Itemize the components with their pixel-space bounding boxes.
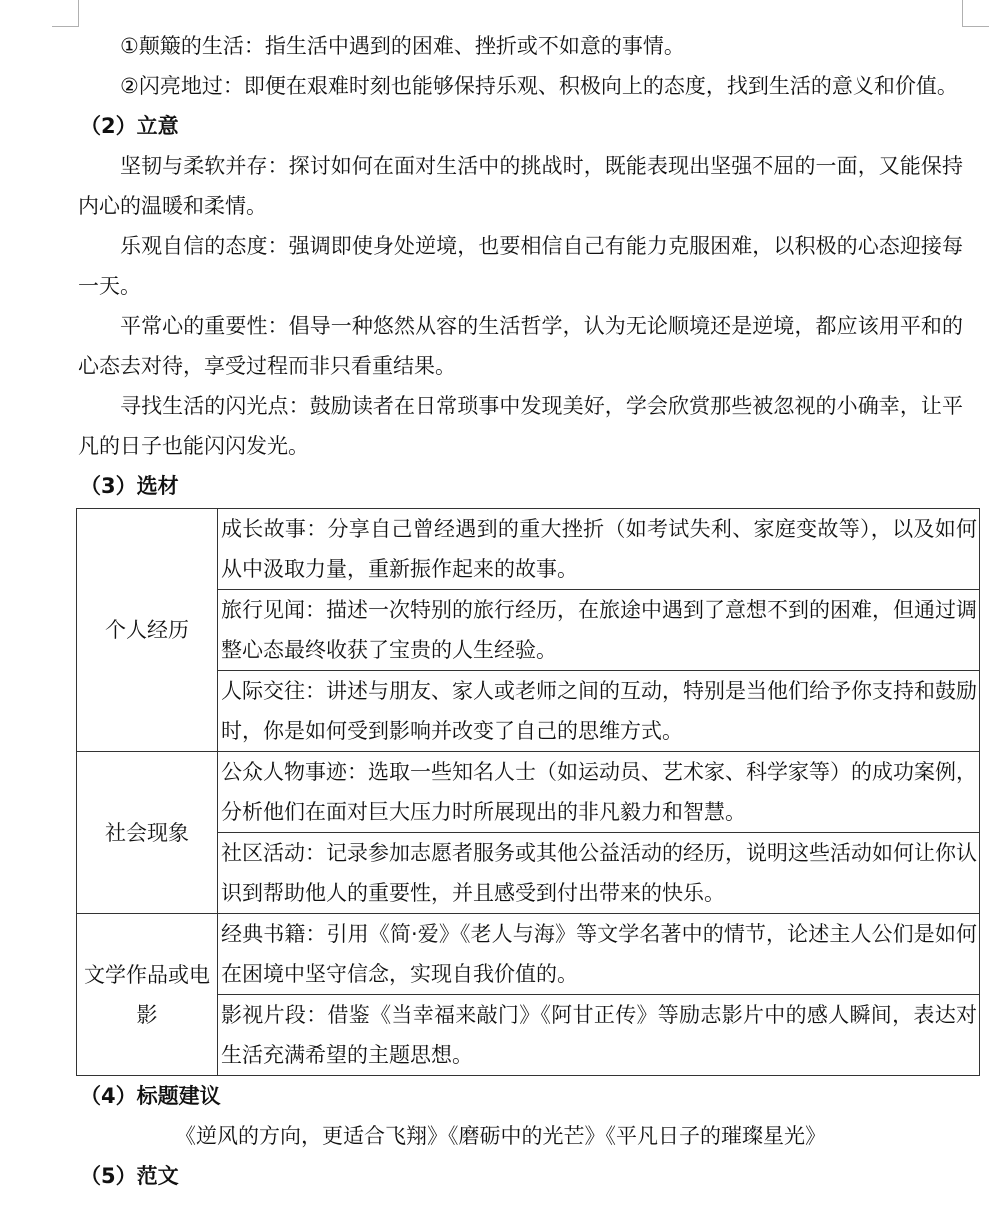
material-item-cell: 旅行见闻：描述一次特别的旅行经历，在旅途中遇到了意想不到的困难，但通过调整心态最终收获了宝贵的人生经验。 <box>218 590 980 671</box>
suggested-titles: 《逆风的方向，更适合飞翔》《磨砺中的光芒》《平凡日子的璀璨星光》 <box>175 1124 826 1148</box>
theme-point: 乐观自信的态度：强调即使身处逆境，也要相信自己有能力克服困难，以积极的心态迎接每一天。 <box>78 234 963 298</box>
material-item-cell: 公众人物事迹：选取一些知名人士（如运动员、艺术家、科学家等）的成功案例，分析他们在面对巨大压力时所展现出的非凡毅力和智慧。 <box>218 752 980 833</box>
page-corner-mark-right <box>962 0 989 27</box>
note-item-1: ①颠簸的生活：指生活中遇到的困难、挫折或不如意的事情。 <box>120 34 685 58</box>
theme-point: 寻找生活的闪光点：鼓励读者在日常琐事中发现美好，学会欣赏那些被忽视的小确幸，让平凡的日子也能闪闪发光。 <box>78 394 963 458</box>
category-cell: 个人经历 <box>77 509 218 752</box>
material-table <box>76 508 980 1076</box>
material-item-cell: 经典书籍：引用《简·爱》《老人与海》等文学名著中的情节，论述主人公们是如何在困境中坚守信念，实现自我价值的。 <box>218 914 980 995</box>
table-row <box>77 752 980 833</box>
material-item-cell: 影视片段：借鉴《当幸福来敲门》《阿甘正传》等励志影片中的感人瞬间，表达对生活充满希望的主题思想。 <box>218 995 980 1076</box>
note-item-2: ②闪亮地过：即便在艰难时刻也能够保持乐观、积极向上的态度，找到生活的意义和价值。 <box>120 74 958 98</box>
table-row <box>77 509 980 590</box>
section-heading-material: （3）选材 <box>80 474 179 498</box>
material-item-cell: 成长故事：分享自己曾经遇到的重大挫折（如考试失利、家庭变故等），以及如何从中汲取力量，重新振作起来的故事。 <box>218 509 980 590</box>
section-heading-titles: （4）标题建议 <box>80 1084 221 1108</box>
category-cell: 社会现象 <box>77 752 218 914</box>
section-heading-model-essay: （5）范文 <box>80 1164 179 1188</box>
table-row <box>77 914 980 995</box>
theme-point: 坚韧与柔软并存：探讨如何在面对生活中的挑战时，既能表现出坚强不屈的一面，又能保持内心的温暖和柔情。 <box>78 154 963 218</box>
theme-point: 平常心的重要性：倡导一种悠然从容的生活哲学，认为无论顺境还是逆境，都应该用平和的心态去对待，享受过程而非只看重结果。 <box>78 314 963 378</box>
document-body <box>78 26 977 1196</box>
page-corner-mark-left <box>52 0 79 27</box>
material-item-cell: 社区活动：记录参加志愿者服务或其他公益活动的经历，说明这些活动如何让你认识到帮助他人的重要性，并且感受到付出带来的快乐。 <box>218 833 980 914</box>
section-heading-theme: （2）立意 <box>80 114 179 138</box>
material-item-cell: 人际交往：讲述与朋友、家人或老师之间的互动，特别是当他们给予你支持和鼓励时，你是如何受到影响并改变了自己的思维方式。 <box>218 671 980 752</box>
category-cell: 文学作品或电影 <box>77 914 218 1076</box>
